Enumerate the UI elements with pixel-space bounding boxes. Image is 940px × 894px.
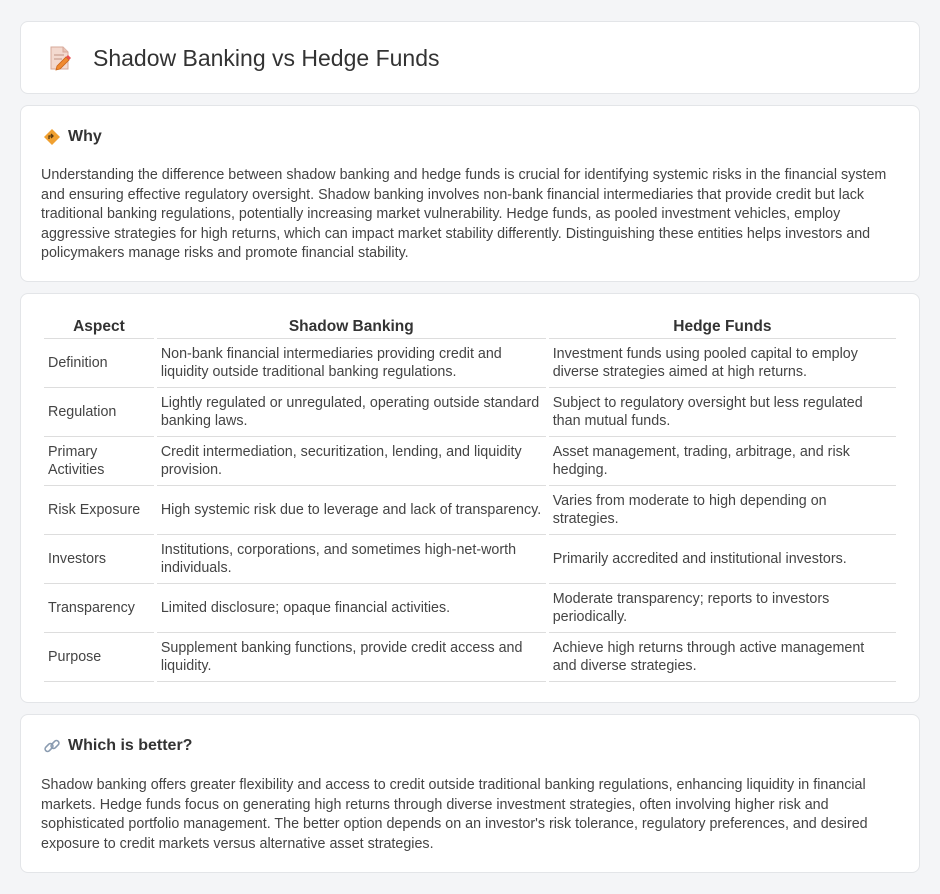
aspect-cell: Transparency [44, 584, 154, 633]
shadow-banking-cell: Lightly regulated or unregulated, operating outside standard banking laws. [157, 388, 546, 437]
aspect-cell: Investors [44, 535, 154, 584]
shadow-banking-cell: High systemic risk due to leverage and lack of transparency. [157, 486, 546, 535]
aspect-cell: Regulation [44, 388, 154, 437]
aspect-cell: Purpose [44, 633, 154, 682]
hedge-funds-cell: Primarily accredited and institutional investors. [549, 535, 896, 584]
hedge-funds-cell: Investment funds using pooled capital to employ diverse strategies aimed at high returns. [549, 339, 896, 388]
table-header-row [44, 315, 896, 339]
hedge-funds-cell: Varies from moderate to high depending on strategies. [549, 486, 896, 535]
header-aspect: Aspect [44, 315, 154, 339]
table-row [44, 535, 896, 584]
shadow-banking-cell: Non-bank financial intermediaries providing credit and liquidity outside traditional banking regulations. [157, 339, 546, 388]
better-text: Shadow banking offers greater flexibility and access to credit outside traditional banking regulations, enhancing liquidity in financial markets. Hedge funds focus on generating high returns through diverse investment strategies, often involving higher risk and sophisticated portfolio management. The better option depends on an investor's risk tolerance, regulatory preferences, and desired exposure to credit markets versus alternative asset strategies. [41, 777, 868, 852]
header-shadow-banking: Shadow Banking [157, 315, 546, 339]
document-pencil-icon [46, 44, 74, 72]
aspect-cell: Risk Exposure [44, 486, 154, 535]
table-row [44, 486, 896, 535]
page-title: Shadow Banking vs Hedge Funds [93, 44, 440, 71]
hedge-funds-cell: Asset management, trading, arbitrage, and risk hedging. [549, 437, 896, 486]
title-row [46, 44, 440, 72]
better-heading: Which is better? [68, 737, 193, 754]
comparison-table [41, 315, 899, 682]
table-row [44, 584, 896, 633]
aspect-cell: Definition [44, 339, 154, 388]
comparison-card [20, 293, 920, 703]
shadow-banking-cell: Institutions, corporations, and sometimes high-net-worth individuals. [157, 535, 546, 584]
shadow-banking-cell: Limited disclosure; opaque financial activities. [157, 584, 546, 633]
why-text: Understanding the difference between shadow banking and hedge funds is crucial for identifying systemic risks in the financial system and ensuring effective regulatory oversight. Shadow banking involves non-bank financial intermediaries that provide credit but lack traditional banking regulations, potentially increasing market vulnerability. Hedge funds, as pooled investment vehicles, employ aggressive strategies for high returns, which can impact market stability differently. Distinguishing these entities helps investors and policymakers manage risks and promote financial stability. [41, 167, 887, 262]
why-heading-row [43, 128, 102, 146]
diamond-road-sign-icon [43, 128, 61, 146]
shadow-banking-cell: Supplement banking functions, provide credit access and liquidity. [157, 633, 546, 682]
table-row [44, 388, 896, 437]
better-heading-row [43, 737, 192, 755]
hedge-funds-cell: Achieve high returns through active management and diverse strategies. [549, 633, 896, 682]
table-row [44, 339, 896, 388]
link-icon [43, 737, 61, 755]
header-hedge-funds: Hedge Funds [549, 315, 896, 339]
aspect-cell: Primary Activities [44, 437, 154, 486]
hedge-funds-cell: Moderate transparency; reports to investors periodically. [549, 584, 896, 633]
title-card [20, 21, 920, 94]
why-heading: Why [68, 128, 102, 145]
hedge-funds-cell: Subject to regulatory oversight but less regulated than mutual funds. [549, 388, 896, 437]
which-is-better-card [20, 714, 920, 873]
why-card [20, 105, 920, 282]
table-row [44, 437, 896, 486]
table-row [44, 633, 896, 682]
shadow-banking-cell: Credit intermediation, securitization, lending, and liquidity provision. [157, 437, 546, 486]
